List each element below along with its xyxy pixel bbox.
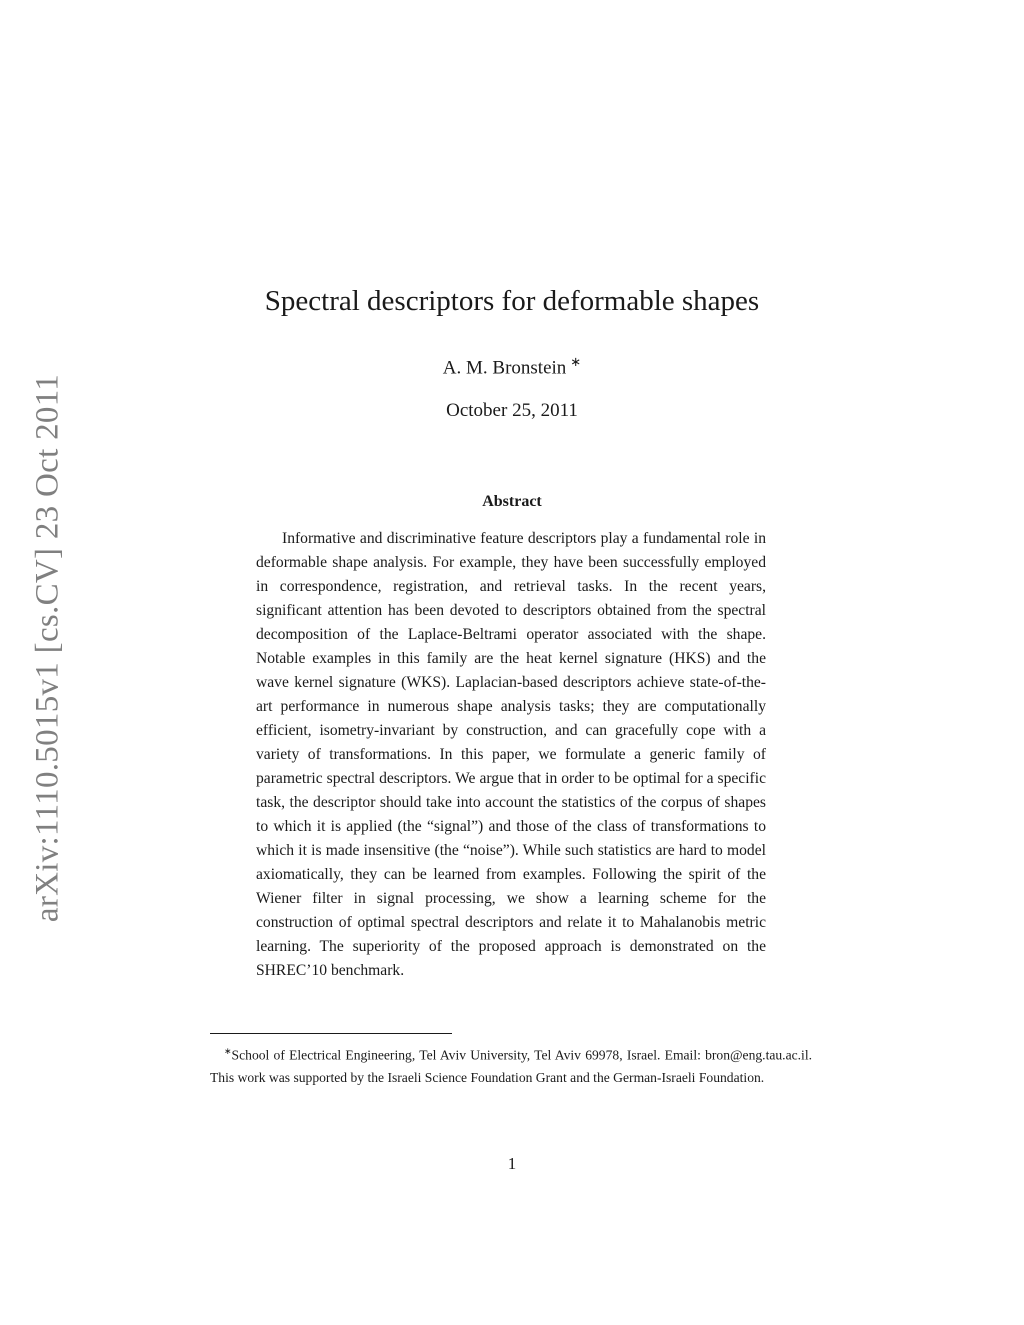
paper-title: Spectral descriptors for deformable shapes	[264, 285, 760, 317]
abstract-body: Informative and discriminative feature descriptors play a fundamental role in deformable shape analysis. For example, they have been successfully employed in correspondence, registration, and retrieval tasks. In the recent years, significant attention has been devoted to descriptors obtained from the spectral decomposition of the Laplace-Beltrami operator associated with the shape. Notable examples in this family are the heat kernel signature (HKS) and the wave kernel signature (WKS). Laplacian-based descriptors achieve state-of-the-art performance in numerous shape analysis tasks; they are computationally efficient, isometry-invariant by construction, and can gracefully cope with a variety of transformations. In this paper, we formulate a generic family of parametric spectral descriptors. We argue that in order to be optimal for a specific task, the descriptor should take into account the statistics of the corpus of shapes to which it is applied (the “signal”) and those of the class of transformations to which it is made insensitive (the “noise”). While such statistics are hard to model axiomatically, they can be learned from examples. Following the spirit of the Wiener filter in signal processing, we show a learning scheme for the construction of optimal spectral descriptors and relate it to Mahalanobis metric learning. The superiority of the proposed approach is demonstrated on the SHREC’10 benchmark.	[256, 530, 766, 979]
author-name: A. M. Bronstein	[442, 357, 567, 379]
arxiv-sidebar	[28, 368, 68, 928]
paper-date: October 25, 2011	[446, 400, 578, 421]
footnote-text: School of Electrical Engineering, Tel Aviv University, Tel Aviv 69978, Israel. Email: bron@eng.tau.ac.il. This work was supported by the Israeli Science Foundation Grant and the German-Israeli Foundation.	[210, 1047, 812, 1085]
footnote-marker: ∗	[224, 1046, 232, 1056]
author-line	[0, 354, 1024, 379]
footnote	[210, 1040, 812, 1089]
abstract-heading: Abstract	[482, 493, 542, 510]
footnote-divider	[210, 1033, 452, 1034]
page-number: 1	[507, 1154, 517, 1173]
arxiv-identifier: arXiv:1110.5015v1 [cs.CV] 23 Oct 2011	[29, 373, 66, 923]
author-footnote-marker: ∗	[570, 354, 582, 369]
